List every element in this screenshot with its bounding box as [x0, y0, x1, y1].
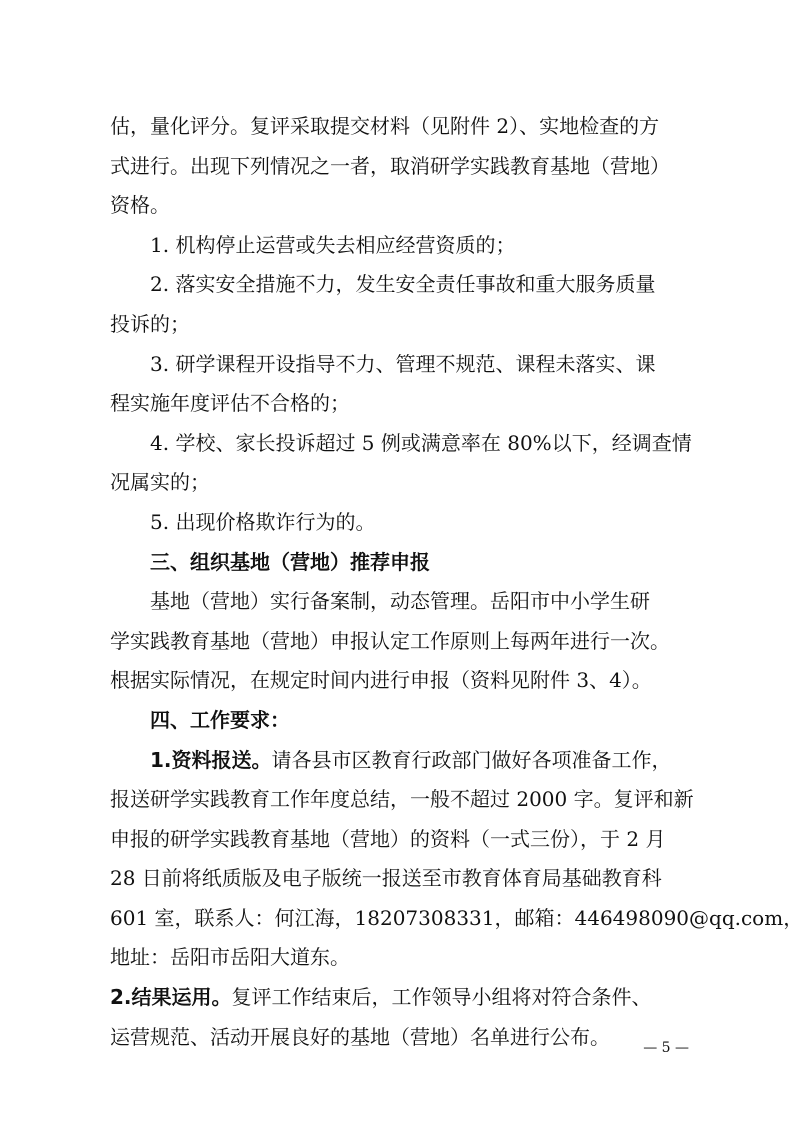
- paragraph-line: 投诉的；: [110, 311, 190, 336]
- paragraph-line: 28 日前将纸质版及电子版统一报送至市教育体育局基础教育科: [110, 866, 662, 891]
- paragraph-line: [110, 741, 690, 781]
- page-number: — 5 —: [643, 1040, 689, 1056]
- item-marker: 2.: [110, 985, 132, 1010]
- list-item: 3. 研学课程开设指导不力、管理不规范、课程未落实、课: [150, 351, 656, 376]
- item-text: 复评工作结束后，工作领导小组将对符合条件、: [231, 985, 652, 1010]
- paragraph-line: 资格。: [110, 193, 170, 218]
- paragraph-line: 地址：岳阳市岳阳大道东。: [110, 945, 350, 970]
- document-body: [110, 107, 803, 1057]
- list-item: 2. 落实安全措施不力，发生安全责任事故和重大服务质量: [150, 272, 656, 297]
- paragraph-line: 601 室，联系人：何江海，18207308331，邮箱：446498090@qq.com，: [110, 905, 803, 930]
- paragraph-line: 报送研学实践教育工作年度总结，一般不超过 2000 字。复评和新: [110, 787, 694, 812]
- list-item: 1. 机构停止运营或失去相应经营资质的；: [150, 232, 516, 257]
- paragraph-line: 况属实的；: [110, 470, 210, 495]
- item-text: 请各县市区教育行政部门做好各项准备工作，: [271, 747, 672, 772]
- paragraph-line: 估，量化评分。复评采取提交材料（见附件 2）、实地检查的方: [110, 114, 660, 138]
- paragraph-line: 式进行。出现下列情况之一者，取消研学实践教育基地（营地）: [110, 153, 670, 178]
- section-heading: 三、组织基地（营地）推荐申报: [150, 549, 430, 574]
- item-title: 结果运用。: [131, 985, 232, 1010]
- item-title: 资料报送。: [171, 747, 272, 772]
- item-marker: 1.: [150, 747, 172, 772]
- section-heading: 四、工作要求：: [150, 707, 290, 732]
- paragraph-line: 根据实际情况，在规定时间内进行申报（资料见附件 3、4）。: [110, 668, 652, 693]
- paragraph-line: 基地（营地）实行备案制，动态管理。岳阳市中小学生研: [150, 589, 650, 614]
- paragraph-line: 学实践教育基地（营地）申报认定工作原则上每两年进行一次。: [110, 628, 670, 653]
- list-item: 5. 出现价格欺诈行为的。: [150, 509, 376, 534]
- paragraph-line: 运营规范、活动开展良好的基地（营地）名单进行公布。: [110, 1024, 610, 1049]
- list-item: 4. 学校、家长投诉超过 5 例或满意率在 80%以下，经调查情: [150, 430, 692, 455]
- paragraph-line: 程实施年度评估不合格的；: [110, 391, 350, 416]
- paragraph-line: 申报的研学实践教育基地（营地）的资料（一式三份），于 2 月: [110, 826, 666, 851]
- paragraph-line: [110, 978, 690, 1018]
